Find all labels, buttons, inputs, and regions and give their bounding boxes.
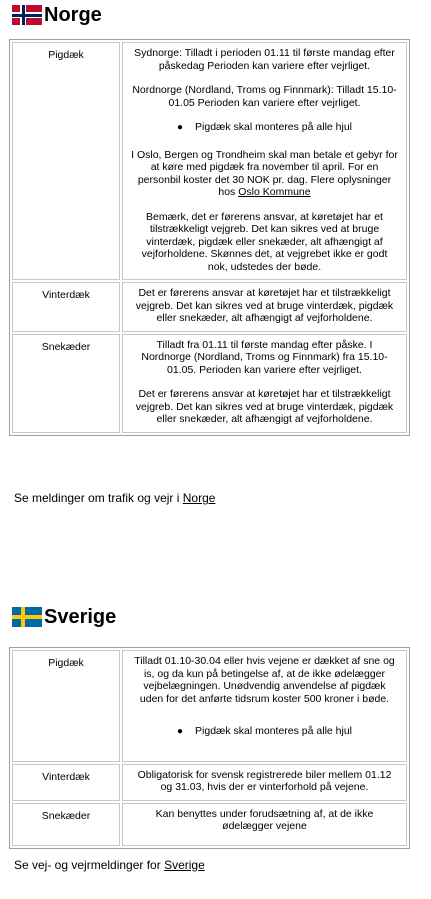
bullet-text: Pigdæk skal monteres på alle hjul [195,121,353,133]
sweden-footer [14,858,205,872]
text-paragraph: Kan benyttes under forudsætning af, at de ikke ødelægger vejene [155,807,374,832]
sweden-heading [12,604,116,630]
text-span: I Oslo, Bergen og Trondheim skal man betale et gebyr for at køre med pigdæk fra november til april. For en personbil koster det 30 NOK pr. dag. Flere oplysninger hos [131,148,398,198]
norway-heading [12,2,102,28]
row-label-snekaeder: Snekæder [12,803,120,846]
row-label-pigdaek: Pigdæk [12,42,120,280]
row-label-vinterdaek: Vinterdæk [12,282,120,332]
table-row [12,282,407,332]
oslo-kommune-link[interactable]: Oslo Kommune [238,186,311,198]
sweden-table [9,647,410,849]
table-row [12,42,407,280]
text-paragraph: Nordnorge (Nordland, Troms og Finnmark): Tilladt 15.10-01.05 Perioden kan variere efter vejrliget. [132,84,397,109]
row-content-pigdaek [122,650,407,762]
table-row [12,334,407,433]
norway-flag-icon [12,5,42,25]
text-paragraph: Det er førerens ansvar at køretøjet har et tilstrækkeligt vejgreb. Det kan sikres ved at bruge vinterdæk, pigdæk eller snekæder, alt afhængigt af vejforholdene. [135,287,394,324]
text-paragraph: Tilladt fra 01.11 til første mandag efter påske. I Nordnorge (Nordland, Troms og Finnmark) fra 15.10-01.05. Perioden kan variere efter vejrliget. [141,338,388,376]
text-paragraph: Obligatorisk for svensk registrerede biler mellem 01.12 og 31.03, hvis der er vinterforhold på vejene. [137,768,392,793]
bullet-icon: ● [176,122,184,133]
row-label-snekaeder: Snekæder [12,334,120,433]
row-label-pigdaek: Pigdæk [12,650,120,762]
text-paragraph: Det er førerens ansvar at køretøjet har et tilstrækkeligt vejgreb. Det kan sikres ved at bruge vinterdæk, pigdæk eller snekæder, alt afhængigt af vejforholdene. [135,388,394,425]
table-row [12,650,407,762]
sweden-link[interactable]: Sverige [164,858,205,872]
row-label-vinterdaek: Vinterdæk [12,764,120,801]
bullet-item [131,725,398,739]
table-row [12,803,407,846]
text-paragraph: Tilladt 01.10-30.04 eller hvis vejene er dækket af sne og is, og da kun på betingelse af, at de ikke ødelægger vejbelægningen. Unødvendig anvendelse af pigdæk uden for det anførte tidsrum koster 500 kroner i bøde. [134,655,395,705]
text-paragraph: Bemærk, det er førerens ansvar, at køretøjet har et tilstrækkeligt vejgreb. Det kan sikres ved at bruge vinterdæk, pigdæk eller snekæder, alt afhængigt af vejforholdene. Skønnes det, at vejgrebet ikke er godt nok, udstedes der bøde. [141,210,388,273]
row-content-vinterdaek [122,282,407,332]
text-paragraph [131,149,398,199]
footer-text: Se vej- og vejrmeldinger for [14,858,165,872]
row-content-pigdaek [122,42,407,280]
sweden-title: Sverige [44,605,117,628]
row-content-vinterdaek [122,764,407,801]
bullet-text: Pigdæk skal monteres på alle hjul [195,725,353,737]
footer-text: Se meldinger om trafik og vejr i [14,491,183,505]
norway-footer [14,491,215,505]
bullet-item [131,121,398,135]
row-content-snekaeder [122,334,407,433]
row-content-snekaeder [122,803,407,846]
norway-link[interactable]: Norge [182,491,216,505]
table-row [12,764,407,801]
norway-table [9,39,410,436]
norway-title: Norge [44,3,102,26]
text-paragraph: Sydnorge: Tilladt i perioden 01.11 til første mandag efter påskedag Perioden kan variere efter vejrliget. [134,47,395,72]
bullet-icon: ● [176,726,184,737]
sweden-flag-icon [12,607,42,627]
